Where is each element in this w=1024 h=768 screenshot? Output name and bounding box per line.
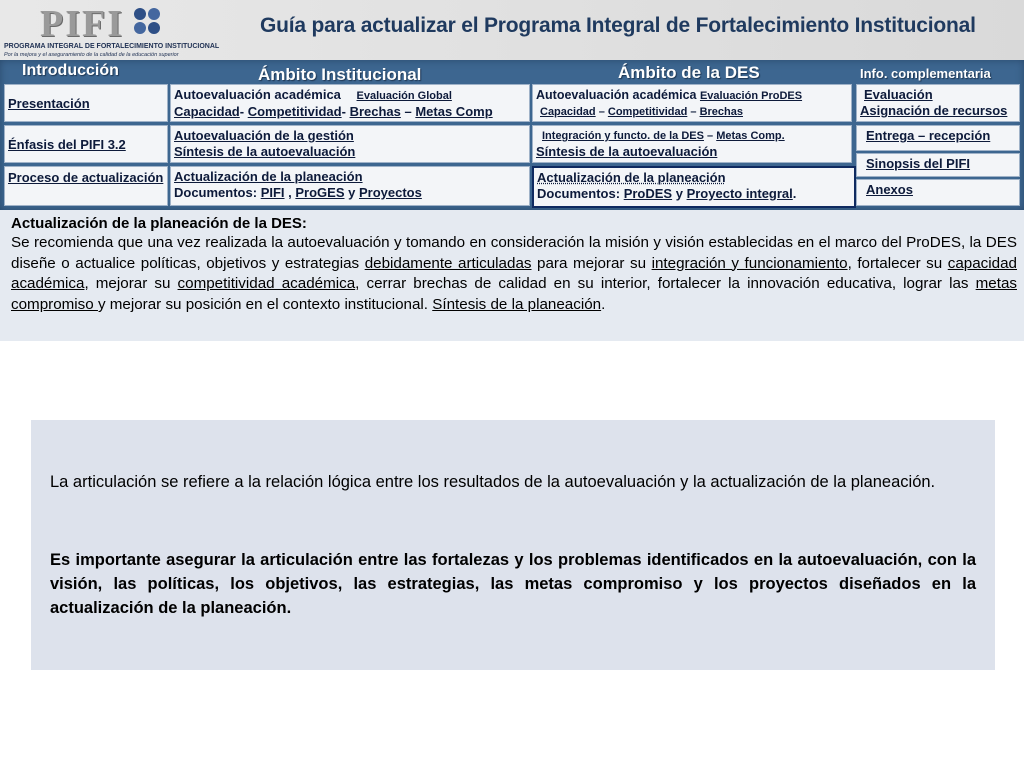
link-proyecto-integral[interactable]: Proyecto integral xyxy=(686,186,793,201)
and-text: y xyxy=(348,185,356,200)
link-enfasis[interactable] xyxy=(4,125,168,163)
link-integracion-functo[interactable]: Integración y functo. de la DES xyxy=(542,130,704,142)
link-competitividad[interactable]: Competitividad xyxy=(247,104,342,119)
content-text-6: y mejorar su posición en el contexto institucional. xyxy=(97,295,433,313)
link-capacidad-academica[interactable]: capacidad académica xyxy=(11,254,1017,292)
link-evaluacion-prodes[interactable]: Evaluación ProDES xyxy=(699,90,803,102)
tab-ambito-des[interactable]: Ámbito de la DES xyxy=(618,63,760,82)
link-sinopsis[interactable] xyxy=(856,153,1020,177)
logo-spheres-icon xyxy=(132,6,162,36)
link-pifi[interactable]: PIFI xyxy=(260,185,285,200)
link-evaluacion[interactable]: Evaluación xyxy=(864,87,933,102)
logo-subtitle: PROGRAMA INTEGRAL DE FORTALECIMIENTO INSTITUCIONAL xyxy=(4,43,220,50)
navigation-panel xyxy=(0,60,1024,210)
link-des-sintesis[interactable]: Síntesis de la autoevaluación xyxy=(536,144,718,159)
cell-institucional-gestion xyxy=(170,125,530,163)
link-metas-comp[interactable]: Metas Comp xyxy=(415,104,493,119)
link-anexos[interactable] xyxy=(856,179,1020,206)
link-evaluacion-global[interactable]: Evaluación Global xyxy=(356,90,452,102)
link-proyectos[interactable]: Proyectos xyxy=(358,185,422,200)
note-panel xyxy=(31,420,995,670)
link-proges[interactable]: ProGES xyxy=(295,185,345,200)
content-text-4: , mejorar su xyxy=(84,275,178,292)
cell-des-autoevaluacion: Autoevaluación académica Evaluación ProDES Capacidad – Competitividad – Brechas xyxy=(532,84,852,122)
link-des-actualizacion-planeacion[interactable]: Actualización de la planeación xyxy=(537,170,726,185)
link-capacidad[interactable]: Capacidad xyxy=(174,104,240,119)
link-proceso-label: Proceso de actualización xyxy=(8,170,164,185)
header xyxy=(0,0,1024,60)
tab-ambito-institucional[interactable]: Ámbito Institucional xyxy=(258,65,422,84)
tab-info-complementaria[interactable]: Info. complementaria xyxy=(860,66,991,81)
tab-introduccion[interactable]: Introducción xyxy=(22,62,119,79)
content-text-1: Se recomienda que una vez realizada la autoevaluación y tomando en consideración la misión y visión establecidas en el marco del ProDES, la DES diseñe o actualice políticas, objetivos y estrategias xyxy=(11,234,1017,272)
des-documentos-label: Documentos: xyxy=(537,186,621,201)
link-presentacion-label: Presentación xyxy=(8,96,90,111)
link-des-brechas[interactable]: Brechas xyxy=(699,106,743,118)
link-asignacion-recursos[interactable]: Asignación de recursos xyxy=(860,103,1008,118)
content-paragraph xyxy=(11,233,1017,315)
link-entrega-label: Entrega – recepción xyxy=(866,128,991,143)
link-des-competitividad[interactable]: Competitividad xyxy=(607,106,688,118)
note-paragraph-1: La articulación se refiere a la relación lógica entre los resultados de la autoevaluación y la actualización de la planeación. xyxy=(50,473,936,491)
content-heading: Actualización de la planeación de la DES: xyxy=(11,215,307,232)
cell-info-evaluacion xyxy=(856,84,1020,122)
content-text-3: , fortalecer su xyxy=(847,254,948,272)
link-des-metas-comp[interactable]: Metas Comp. xyxy=(716,130,785,142)
logo-word: PIFI xyxy=(40,3,124,45)
pifi-logo xyxy=(4,2,220,58)
link-des-capacidad[interactable]: Capacidad xyxy=(540,106,596,118)
cell-institucional-autoevaluacion: Autoevaluación académica Evaluación Global Capacidad- Competitividad- Brechas – Metas Comp xyxy=(170,84,530,122)
des-autoeval-label: Autoevaluación académica xyxy=(536,88,697,102)
link-integracion-funcionamiento[interactable]: integración y funcionamiento xyxy=(651,254,848,272)
content-text-5: , cerrar brechas de calidad en su interior, fortalecer la innovación educativa, lograr las xyxy=(355,275,976,292)
link-entrega-recepcion[interactable] xyxy=(856,125,1020,151)
link-sintesis-autoevaluacion[interactable]: Síntesis de la autoevaluación xyxy=(174,144,356,159)
link-actualizacion-planeacion[interactable]: Actualización de la planeación xyxy=(174,169,363,184)
cell-des-planeacion-selected xyxy=(532,166,856,208)
page-title: Guía para actualizar el Programa Integral de Fortalecimiento Institucional xyxy=(260,14,976,37)
link-brechas[interactable]: Brechas xyxy=(349,104,401,119)
cell-institucional-planeacion: Actualización de la planeación Documentos: PIFI , ProGES y Proyectos xyxy=(170,166,530,206)
content-section xyxy=(0,210,1024,341)
link-sintesis-planeacion[interactable]: Síntesis de la planeación xyxy=(432,295,602,313)
content-text-7: . xyxy=(601,295,606,313)
autoeval-label: Autoevaluación académica xyxy=(174,87,341,102)
link-presentacion[interactable] xyxy=(4,84,168,122)
documentos-label: Documentos: xyxy=(174,185,258,200)
link-debidamente-articuladas[interactable]: debidamente articuladas xyxy=(364,254,532,272)
link-autoevaluacion-gestion[interactable]: Autoevaluación de la gestión xyxy=(174,128,354,143)
link-metas-compromiso[interactable]: metas compromiso xyxy=(11,275,1017,313)
link-competitividad-academica[interactable]: competitividad académica xyxy=(177,275,356,292)
link-prodes[interactable]: ProDES xyxy=(623,186,673,201)
link-proceso-actualizacion[interactable] xyxy=(4,166,168,206)
note-paragraph-2: Es importante asegurar la articulación entre las fortalezas y los problemas identificados en la autoevaluación, con la visión, las políticas, los objetivos, las estrategias, las metas compromiso y los proyectos diseñados en la actualización de la planeación. xyxy=(50,551,976,617)
link-sinopsis-label: Sinopsis del PIFI xyxy=(866,156,971,171)
link-anexos-label: Anexos xyxy=(866,182,913,197)
des-and-text: y xyxy=(675,186,683,201)
des-period: . xyxy=(792,186,797,201)
content-text-2: para mejorar su xyxy=(531,254,652,272)
cell-des-integracion: Integración y functo. de la DES – Metas Comp. Síntesis de la autoevaluación xyxy=(532,125,852,163)
link-enfasis-label: Énfasis del PIFI 3.2 xyxy=(8,137,126,152)
logo-tagline: Por la mejora y el aseguramiento de la calidad de la educación superior xyxy=(4,52,179,58)
